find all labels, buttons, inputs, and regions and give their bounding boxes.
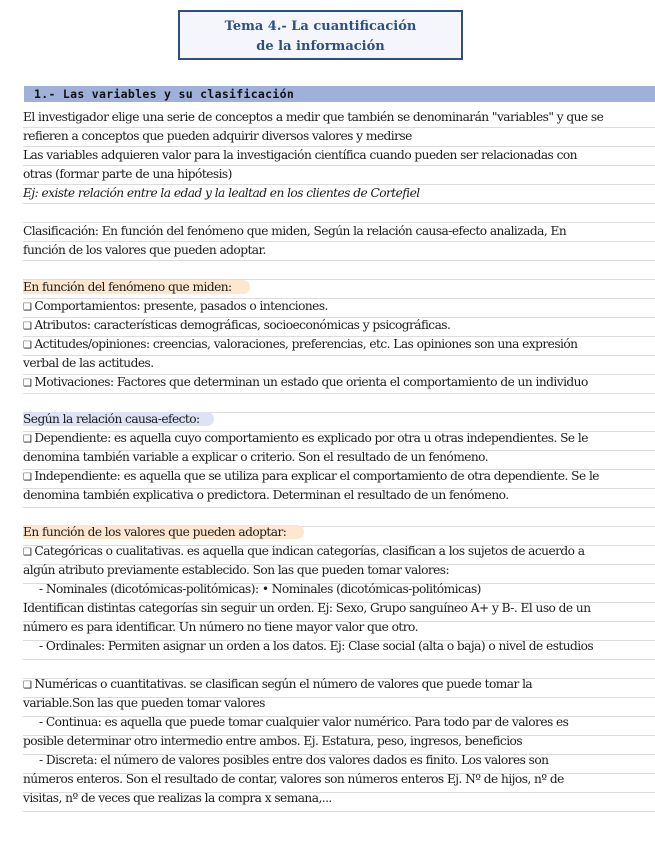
text-line: - Ordinales: Permiten asignar un orden a los datos. Ej: Clase social (alta o baja) o nivel de estudios (39, 639, 594, 653)
topic-title-line1: Tema 4.- La cuantificación (224, 19, 417, 34)
text-line: algún atributo previamente establecido. Son las que pueden tomar valores: (23, 563, 450, 577)
ruled-line (23, 203, 655, 223)
bullet-item: ❑ Motivaciones: Factores que determinan un estado que orienta el comportamiento de un individuo (23, 375, 588, 389)
text-line: - Discreta: el número de valores posibles entre dos valores dados es finito. Los valores son (39, 753, 549, 767)
checkbox-bullet-icon: ❑ (23, 321, 32, 332)
checkbox-bullet-icon: ❑ (23, 340, 32, 351)
text-line: posible determinar otro intermedio entre ambos. Ej. Estatura, peso, ingresos, beneficios (23, 734, 523, 748)
bullet-item: ❑ Numéricas o cuantitativas. se clasifican según el número de valores que puede tomar la (23, 677, 533, 691)
text-line: Identifican distintas categorías sin seguir un orden. Ej: Sexo, Grupo sanguíneo A+ y B-. El uso de un (23, 601, 591, 615)
text-line: refieren a conceptos que pueden adquirir diversos valores y medirse (23, 129, 412, 143)
topic-title-line2: de la información (256, 39, 385, 54)
checkbox-bullet-icon: ❑ (23, 434, 32, 445)
text-line: números enteros. Son el resultado de contar, valores son números enteros Ej. Nº de hijos, nº de (23, 772, 564, 786)
text-line: función de los valores que pueden adoptar. (23, 243, 266, 257)
text-line: verbal de las actitudes. (23, 356, 154, 370)
ruled-line (23, 260, 655, 280)
text-line: Clasificación: En función del fenómeno que miden, Según la relación causa-efecto analizada, En (23, 224, 567, 238)
subheading-causa-efecto: Según la relación causa-efecto: (23, 412, 214, 426)
bullet-item: ❑ Comportamientos: presente, pasados o intenciones. (23, 299, 328, 313)
section-heading-bar (24, 86, 655, 102)
text-line: denomina también variable a explicar o criterio. Son el resultado de un fenómeno. (23, 450, 489, 464)
checkbox-bullet-icon: ❑ (23, 547, 32, 558)
text-line: El investigador elige una serie de conceptos a medir que también se denominarán "variables" y que se (23, 110, 604, 124)
section-heading: 1.- Las variables y su clasificación (34, 87, 295, 101)
text-line: variable.Son las que pueden tomar valores (23, 696, 265, 710)
bullet-item: ❑ Dependiente: es aquella cuyo comportamiento es explicado por otra u otras independientes. Se le (23, 431, 588, 445)
bullet-item: ❑ Atributos: características demográficas, socioeconómicas y psicográficas. (23, 318, 451, 332)
text-line: - Continua: es aquella que puede tomar cualquier valor numérico. Para todo par de valores es (39, 715, 569, 729)
text-line: número es para identificar. Un número no tiene mayor valor que otro. (23, 620, 418, 634)
checkbox-bullet-icon: ❑ (23, 378, 32, 389)
checkbox-bullet-icon: ❑ (23, 680, 32, 691)
text-line: otras (formar parte de una hipótesis) (23, 167, 232, 181)
example-line: Ej: existe relación entre la edad y la lealtad en los clientes de Cortefiel (23, 186, 420, 200)
bullet-item: ❑ Independiente: es aquella que se utiliza para explicar el comportamiento de otra dependiente. Se le (23, 469, 599, 483)
subheading-valores: En función de los valores que pueden adoptar: (23, 525, 304, 539)
text-line: visitas, nº de veces que realizas la compra x semana,... (23, 791, 332, 805)
bullet-item: ❑ Actitudes/opiniones: creencias, valoraciones, preferencias, etc. Las opiniones son una expresión (23, 337, 578, 351)
text-line: - Nominales (dicotómicas-politómicas): • Nominales (dicotómicas-politómicas) (39, 582, 481, 596)
subheading-fenomeno: En función del fenómeno que miden: (23, 280, 250, 294)
topic-title-box (178, 10, 463, 60)
checkbox-bullet-icon: ❑ (23, 302, 32, 313)
checkbox-bullet-icon: ❑ (23, 472, 32, 483)
text-line: denomina también explicativa o predictora. Determinan el resultado de un fenómeno. (23, 488, 509, 502)
bullet-item: ❑ Categóricas o cualitativas. es aquella que indican categorías, clasifican a los sujetos de acuerdo a (23, 544, 585, 558)
text-line: Las variables adquieren valor para la investigación científica cuando pueden ser relacionadas con (23, 148, 577, 162)
